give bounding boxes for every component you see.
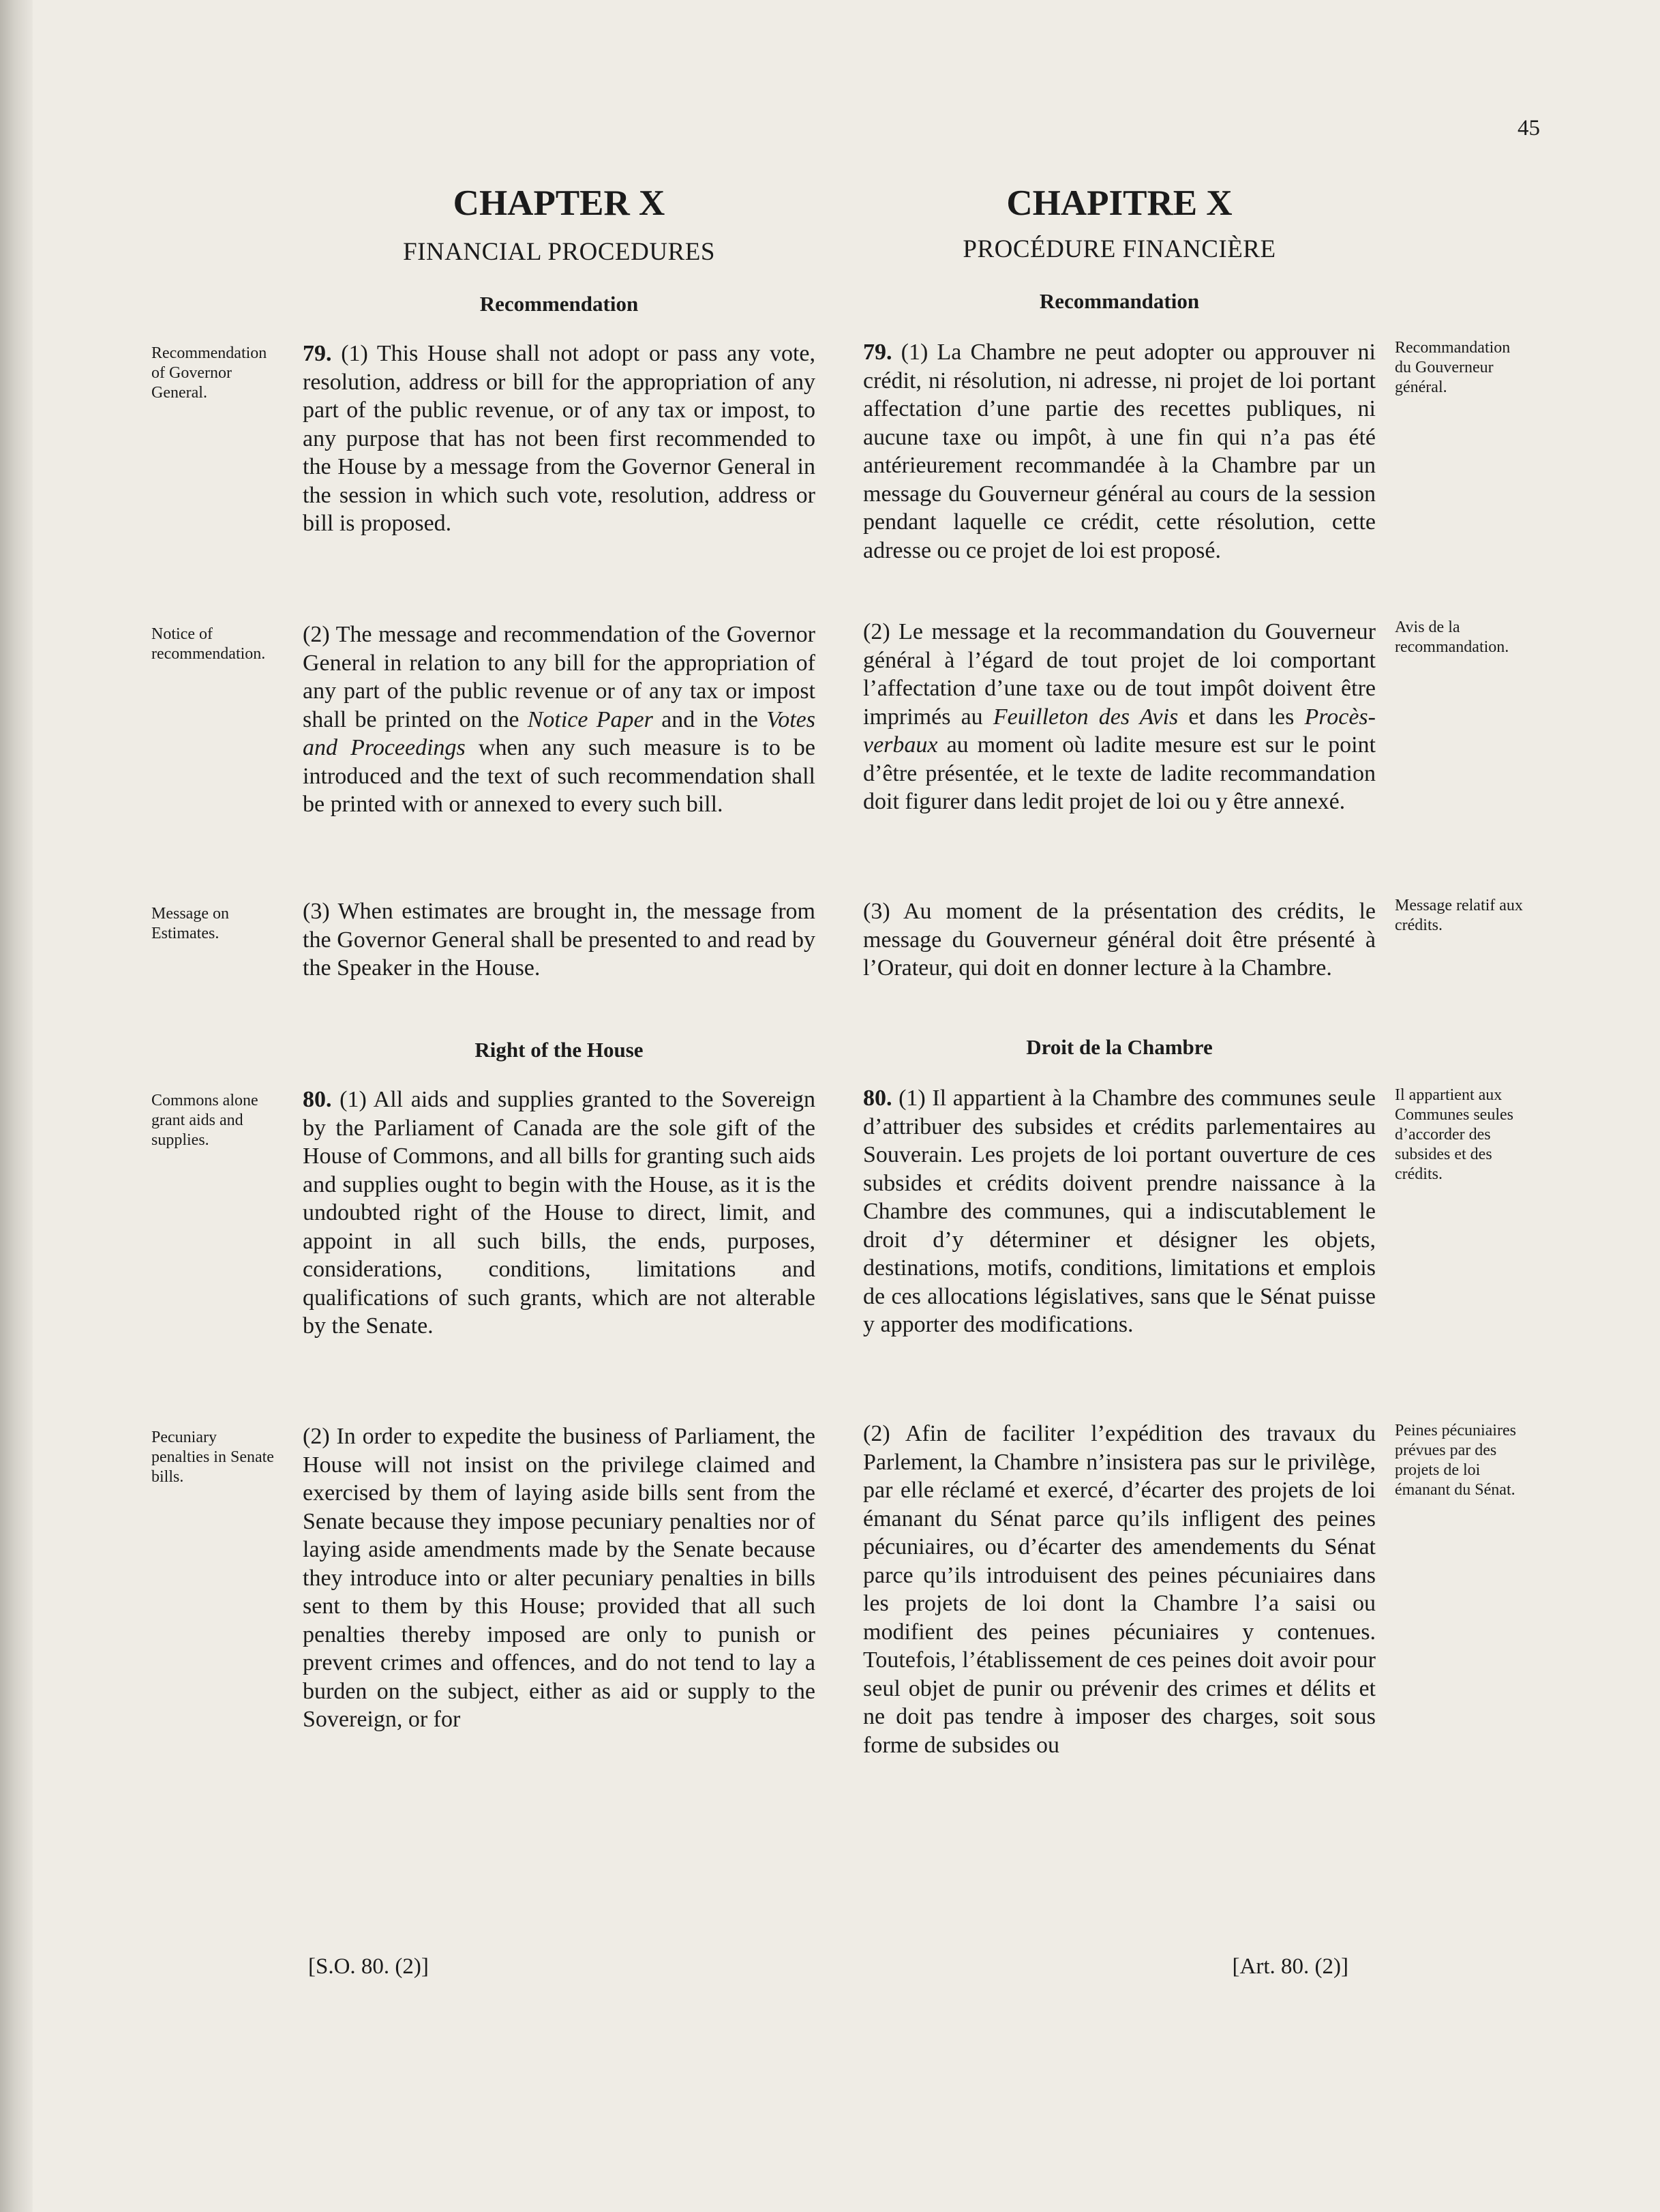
paragraph-text: (1) All aids and supplies granted to the Sovereign by the Parliament of Canada are the sole gift of the House of Commons, and all bills for granting such aids and supplies ought to begin with the House, as it is the undoubted right of the House to direct, limit, and appoint in all such bills, the ends, purposes, considerations, conditions, limitations and qualifications of such grants, which are not alterable by the Senate.: [303, 1087, 815, 1339]
paragraph-79-2: [303, 621, 815, 819]
section-heading-recommandation: Recommandation: [1039, 289, 1200, 313]
paragraph-text: (2) In order to expedite the business of Parliament, the House will not insist on the privilege claimed and exercised by them of laying aside bills sent from the Senate because they impose pecuniary penalties nor of laying aside amendments made by the Senate because they introduce into or alter pecuniary penalties in bills sent to them by this House; provided that all such penalties thereby imposed are only to punish or prevent crimes and offences, and do not tend to lay a burden on the subject, either as aid or supply to the Sovereign, or for: [303, 1424, 815, 1732]
chapter-title: CHAPITRE X: [1006, 183, 1233, 223]
margin-note-notice: Notice of recommendation.: [151, 625, 266, 663]
paragraph-text: (1) Il appartient à la Chambre des communes seule d’attribuer des subsides et crédits parlementaires au Souverain. Les projets de loi portant ouverture de ces subsides et crédits doivent prendre naissance à la Chambre des communes, qui a indiscutablement le droit d’y déterminer et désigner les objets, destinations, motifs, conditions, limitations et emplois de ces allocations législatives, sans que le Sénat puisse y apporter des modifications.: [863, 1086, 1376, 1337]
margin-note-message-estimates: Message on Estimates.: [151, 905, 229, 942]
feuilleton-title: Feuilleton des Avis: [993, 704, 1179, 730]
chapter-subtitle: FINANCIAL PROCEDURES: [403, 238, 715, 266]
paragraph-text: (2) Le message et la recommandation du Gouverneur général à l’égard de tout projet de loi comportant l’affectation d’une taxe ou de tout impôt doivent être imprimés au: [863, 619, 1376, 730]
paragraph-text: (1) This House shall not adopt or pass any vote, resolution, address or bill for the appropriation of any part of the public revenue, or of any tax or impost, to any purpose that has not been first recommended to the House by a message from the Governor General in the session in which such vote, resolution, address or bill is proposed.: [303, 341, 815, 536]
paragraph-80-2: [863, 1420, 1376, 1759]
paragraph-text: (2) Afin de faciliter l’expédition des travaux du Parlement, la Chambre n’insistera pas sur le privilège, par elle réclamé et exercé, d’écarter des projets de loi émanant du Sénat parce qu’ils infligent des peines pécuniaires, ou d’écarter des amendements du Sénat parce qu’ils introduisent des peines pécuniaires dans les projets de loi dont la Chambre l’a saisi ou modifient des peines pécuniaires y contenues. Toutefois, l’établissement de ces peines doit avoir pour seul objet de punir ou prévenir des crimes et délits et ne doit pas tendre à imposer des charges, soit sous forme de subsides ou: [863, 1421, 1376, 1758]
citation-article: [Art. 80. (2)]: [1232, 1954, 1348, 1979]
paragraph-text: (1) La Chambre ne peut adopter ou approuver ni crédit, ni résolution, ni adresse, ni projet de loi portant affectation d’une partie des recettes publiques, ni aucune taxe ou impôt, à une fin qui n’a pas été antérieurement recommandée à la Chambre par un message du Gouverneur général au cours de la session pendant laquelle ce crédit, cette résolution, cette adresse ou ce projet de loi est proposé.: [863, 340, 1376, 563]
margin-note-recommandation: Recommandation du Gouverneur général.: [1395, 339, 1511, 396]
paragraph-79-3: [863, 897, 1376, 983]
paragraph-79-1: [863, 338, 1376, 565]
paragraph-80-1: [863, 1084, 1376, 1339]
margin-note-pecuniary-penalties: Pecuniary penalties in Senate bills.: [151, 1429, 274, 1486]
section-heading-right-of-house: Right of the House: [474, 1038, 644, 1062]
paragraph-number: 80.: [863, 1086, 892, 1111]
margin-note-message-credits: Message relatif aux crédits.: [1395, 897, 1523, 934]
paragraph-text: au moment où ladite mesure est sur le point d’être présentée, et le texte de ladite recommandation doit figurer dans ledit projet de loi ou y être annexé.: [863, 732, 1376, 814]
paragraph-80-2: [303, 1422, 815, 1734]
chapter-title: CHAPTER X: [453, 183, 665, 223]
paragraph-text: et dans les: [1178, 704, 1305, 730]
section-heading-droit-de-la-chambre: Droit de la Chambre: [1026, 1035, 1213, 1059]
page-number: 45: [1518, 116, 1540, 140]
paragraph-number: 80.: [303, 1087, 332, 1112]
paragraph-text: (3) Au moment de la présentation des crédits, le message du Gouverneur général doit être présenté à l’Orateur, qui doit en donner lecture à la Chambre.: [863, 899, 1376, 981]
paragraph-text: and in the: [652, 706, 767, 732]
paragraph-text: when any such measure is to be introduced and the text of such recommendation shall be printed with or annexed to every such bill.: [303, 735, 815, 817]
page-binding-shadow: [0, 0, 33, 2212]
notice-paper-title: Notice Paper: [527, 706, 653, 732]
margin-note-commons-alone: Commons alone grant aids and supplies.: [151, 1092, 258, 1149]
margin-note-recommendation: Recommendation of Governor General.: [151, 344, 267, 402]
paragraph-text: (3) When estimates are brought in, the message from the Governor General shall be presented to and read by the Speaker in the House.: [303, 899, 815, 981]
paragraph-text: (2) The message and recommendation of the Governor General in relation to any bill for the appropriation of any part of the public revenue or of any tax or impost shall be printed on the: [303, 622, 815, 732]
paragraph-79-3: [303, 897, 815, 983]
paragraph-80-1: [303, 1086, 815, 1341]
paragraph-79-2: [863, 618, 1376, 816]
margin-note-avis: Avis de la recommandation.: [1395, 618, 1509, 656]
margin-note-communes-seules: Il appartient aux Communes seules d’accorder des subsides et des crédits.: [1395, 1086, 1513, 1183]
section-heading-recommendation: Recommendation: [479, 292, 639, 316]
proces-verbaux-title: Procès-verbaux: [863, 704, 1376, 758]
margin-note-peines-pecuniaires: Peines pécuniaires prévues par des projets de loi émanant du Sénat.: [1395, 1422, 1516, 1499]
paragraph-79-1: [303, 340, 815, 538]
chapter-subtitle: PROCÉDURE FINANCIÈRE: [963, 235, 1276, 263]
paragraph-number: 79.: [863, 340, 892, 365]
citation-standing-order: [S.O. 80. (2)]: [308, 1954, 429, 1979]
paragraph-number: 79.: [303, 341, 332, 366]
votes-and-proceedings-title: Votes and Proceedings: [303, 706, 816, 760]
